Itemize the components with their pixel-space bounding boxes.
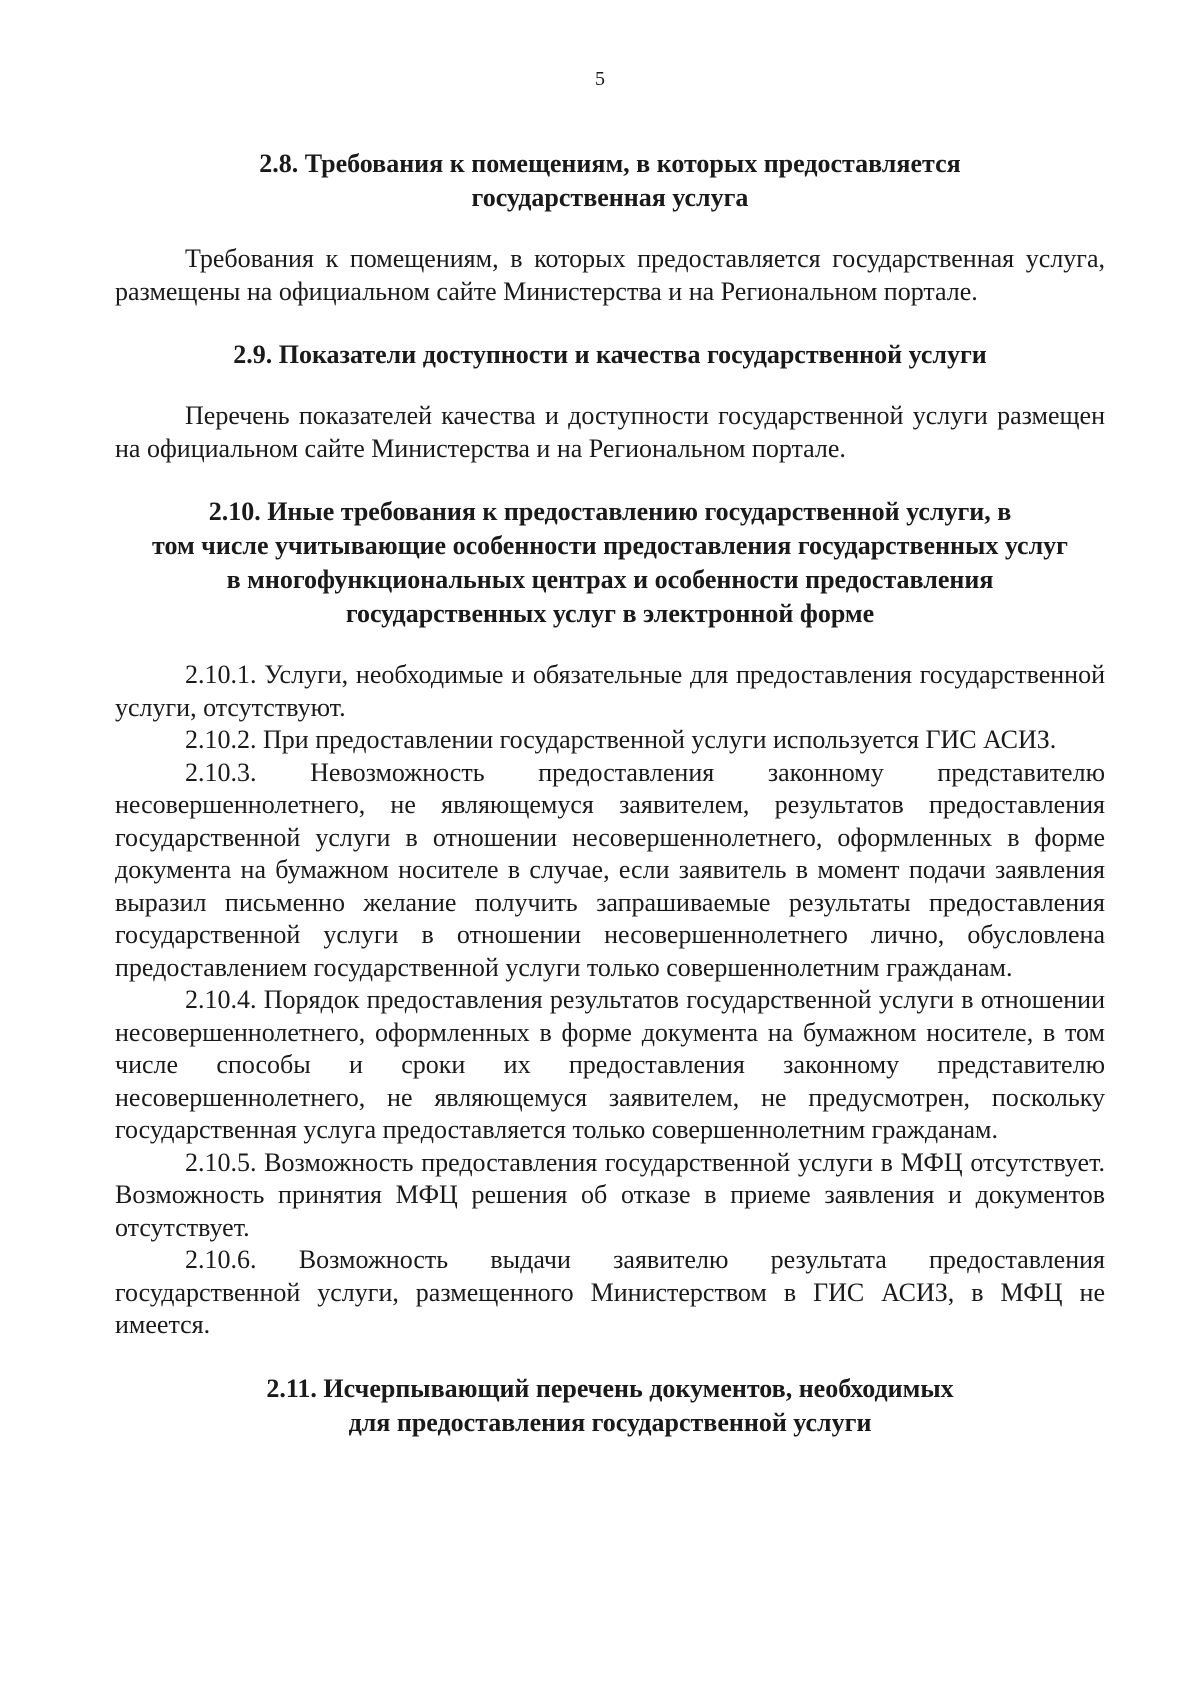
section-heading (115, 147, 1105, 215)
paragraph-2-10-6: 2.10.6. Возможность выдачи заявителю результата предоставления государственной услуги, размещенного Министерством в ГИС АСИЗ, в МФЦ не имеется. (115, 1245, 1105, 1339)
paragraph: Перечень показателей качества и доступности государственной услуги размещен на официальном сайте Министерства и на Региональном портале. (115, 401, 1105, 463)
heading-line: государственная услуга (471, 183, 749, 212)
paragraph-2-10-3: 2.10.3. Невозможность предоставления законному представителю несовершеннолетнего, не являющемуся заявителем, результатов предоставления государственной услуги в отношении несовершеннолетнего, оформленных в форме документа на бумажном носителе в случае, если заявитель в момент подачи заявления выразил письменно желание получить запрашиваемые результаты предоставления государственной услуги в отношении несовершеннолетнего лично, обусловлена предоставлением государственной услуги только совершеннолетним гражданам. (115, 757, 1105, 982)
paragraph-2-10-5: 2.10.5. Возможность предоставления государственной услуги в МФЦ отсутствует. Возможность принятия МФЦ решения об отказе в приеме заявления и документов отсутствует. (115, 1147, 1105, 1242)
section-2-9 (115, 338, 1105, 465)
section-heading (115, 1372, 1105, 1440)
paragraph-2-10-4: 2.10.4. Порядок предоставления результатов государственной услуги в отношении несовершеннолетнего, оформленных в форме документа на бумажном носителе, в том числе способы и сроки их предоставления законному представителю несовершеннолетнего, не являющемуся заявителем, не предусмотрен, поскольку государственная услуга предоставляется только совершеннолетним гражданам. (115, 985, 1105, 1144)
section-heading (115, 495, 1105, 631)
paragraph-2-10-1: 2.10.1. Услуги, необходимые и обязательные для предоставления государственной услуги, отсутствуют. (115, 660, 1105, 722)
heading-line: 2.8. Требования к помещениям, в которых предоставляется (259, 149, 961, 178)
heading-line: 2.11. Исчерпывающий перечень документов, необходимых (266, 1373, 954, 1403)
heading-line: том числе учитывающие особенности предоставления государственных услуг (152, 531, 1068, 560)
document-body (115, 147, 1105, 1440)
heading-line: в многофункциональных центрах и особенности предоставления (226, 565, 994, 594)
heading-line: государственных услуг в электронной форме (345, 599, 875, 628)
section-heading (115, 338, 1105, 372)
section-2-11 (115, 1372, 1105, 1440)
paragraph-2-10-2: 2.10.2. При предоставлении государственной услуги используется ГИС АСИЗ. (185, 725, 1057, 754)
heading-line: для предоставления государственной услуги (348, 1407, 872, 1437)
page-number: 5 (595, 68, 605, 90)
paragraph: Требования к помещениям, в которых предоставляется государственная услуга, размещены на официальном сайте Министерства и на Региональном портале. (115, 244, 1105, 306)
section-2-10 (115, 495, 1105, 1342)
heading-line: 2.9. Показатели доступности и качества государственной услуги (233, 340, 987, 369)
section-2-8 (115, 147, 1105, 308)
heading-line: 2.10. Иные требования к предоставлению государственной услуги, в (208, 497, 1012, 526)
